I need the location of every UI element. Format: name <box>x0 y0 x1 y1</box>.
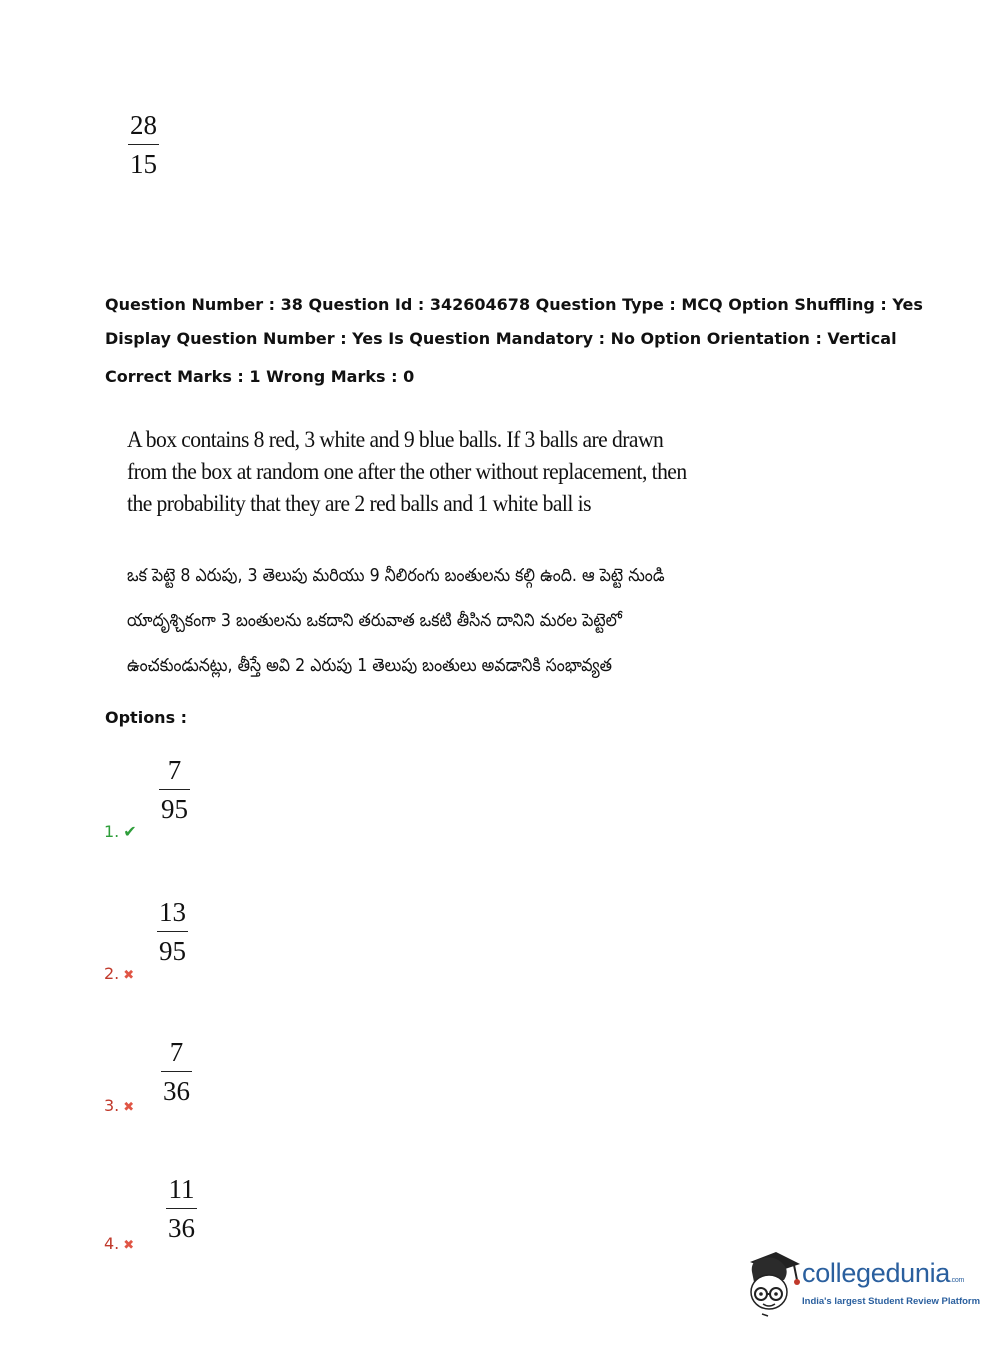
cross-icon: ✖ <box>123 1100 135 1115</box>
option-2-fraction <box>157 899 188 965</box>
check-icon: ✔ <box>123 822 137 841</box>
question-text-telugu: ఒక పెట్టె 8 ఎరుపు, 3 తెలుపు మరియు 9 నీలిరంగు బంతులను కల్గి ఉంది. ఆ పెట్టె నుండి యాదృశ్చికంగా 3 బంతులను ఒకదాని తరువాత ఒకటి తీసిన దానిని మరల పెట్టెలో ఉంచకుండునట్లు, తీస్తే అవి 2 ఎరుపు 1 తెలుపు బంతులు అవడానికి సంభావ్యత <box>127 565 665 676</box>
previous-answer-fraction <box>128 112 159 178</box>
logo-domain-suffix: .com <box>950 1277 965 1284</box>
fraction-denominator: 36 <box>163 1076 190 1106</box>
fraction-denominator: 95 <box>161 794 188 824</box>
cross-icon: ✖ <box>123 1238 135 1253</box>
fraction-numerator: 7 <box>167 755 182 785</box>
fraction-numerator: 28 <box>130 110 157 140</box>
question-meta-line-2: Display Question Number : Yes Is Question Mandatory : No Option Orientation : Vertical <box>105 329 897 348</box>
option-4-number: 4. ✖ <box>104 1234 135 1253</box>
logo-tagline: India's largest Student Review Platform <box>802 1296 981 1307</box>
option-1-fraction <box>159 757 190 823</box>
option-1-number: 1. ✔ <box>104 822 137 841</box>
question-text-english: A box contains 8 red, 3 white and 9 blue balls. If 3 balls are drawn from the box at random one after the other without replacement, then the probability that they are 2 red balls and 1 white ball is <box>127 427 687 516</box>
mascot-icon <box>742 1250 802 1320</box>
option-4-fraction <box>166 1176 197 1242</box>
question-meta-line-3: Correct Marks : 1 Wrong Marks : 0 <box>105 367 415 386</box>
fraction-numerator: 13 <box>159 897 186 927</box>
option-3-fraction <box>161 1039 192 1105</box>
option-3-number: 3. ✖ <box>104 1096 135 1115</box>
option-2-number: 2. ✖ <box>104 964 135 983</box>
fraction-denominator: 36 <box>168 1213 195 1243</box>
fraction-denominator: 95 <box>159 936 186 966</box>
question-meta-line-1: Question Number : 38 Question Id : 342604678 Question Type : MCQ Option Shuffling : Yes <box>105 295 923 314</box>
fraction-denominator: 15 <box>130 149 157 179</box>
fraction-numerator: 7 <box>169 1037 184 1067</box>
cross-icon: ✖ <box>123 968 135 983</box>
fraction-numerator: 11 <box>168 1174 195 1204</box>
collegedunia-logo <box>742 1250 981 1320</box>
options-label: Options : <box>105 708 188 727</box>
logo-wordmark: collegedunia.com <box>802 1258 965 1288</box>
